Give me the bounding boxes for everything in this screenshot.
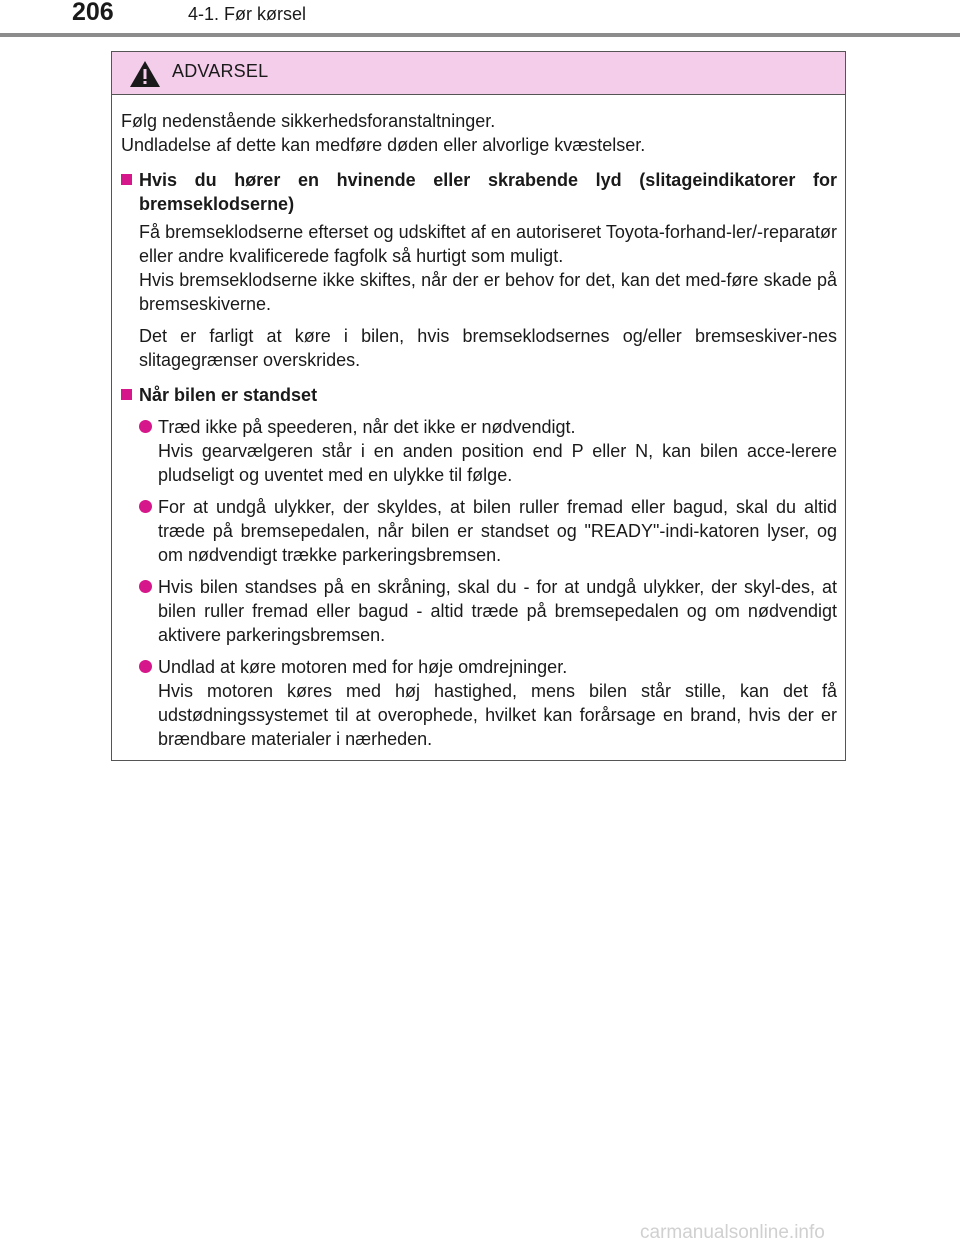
section-heading-text: Hvis du hører en hvinende eller skrabende lyd (slitageindikatorer for bremseklodserne) (139, 170, 837, 214)
warning-triangle-icon (128, 59, 162, 89)
header-divider (0, 33, 960, 37)
square-bullet-icon (121, 174, 132, 185)
section-heading (121, 383, 837, 407)
bullet-line: For at undgå ulykker, der skyldes, at bilen ruller fremad eller bagud, skal du altid træde på bremsepedalen, når bilen er standset og "READY"-indi-katoren lyser, og om nødvendigt trække parkeringsbremsen. (158, 497, 837, 565)
round-bullet-icon (139, 580, 152, 593)
bullet-item (139, 495, 837, 567)
section-brake-pads (121, 168, 837, 372)
intro-line-2: Undladelse af dette kan medføre døden eller alvorlige kvæstelser. (121, 135, 646, 155)
section-standing-still (121, 383, 837, 751)
section-heading (121, 168, 837, 216)
warning-box (111, 51, 846, 761)
bullet-item (139, 575, 837, 647)
section-label: 4-1. Før kørsel (188, 4, 307, 24)
round-bullet-icon (139, 500, 152, 513)
round-bullet-icon (139, 420, 152, 433)
bullet-line: Hvis motoren køres med høj hastighed, mens bilen står stille, kan det få udstødningssystemet til at overophede, hvilket kan forårsage en brand, hvis der er brændbare materialer i nærheden. (158, 681, 837, 749)
bullet-item (139, 655, 837, 751)
bullet-item (139, 415, 837, 487)
bullet-line: Hvis bilen standses på en skråning, skal du - for at undgå ulykker, der skyl-des, at bilen ruller fremad eller bagud - altid træde på bremsepedalen og om nødvendigt aktivere parkeringsbremsen. (158, 577, 837, 645)
warning-intro (121, 109, 837, 157)
section-paragraph (139, 220, 837, 316)
warning-body (112, 95, 845, 751)
square-bullet-icon (121, 389, 132, 400)
watermark: carmanualsonline.info (640, 1222, 825, 1243)
intro-line-1: Følg nedenstående sikkerhedsforanstaltninger. (121, 111, 496, 131)
page-number: 206 (72, 0, 114, 26)
paragraph-line: Få bremseklodserne efterset og udskiftet af en autoriseret Toyota-forhand-ler/-reparatør eller andre kvalificerede fagfolk så hurtigt som muligt. (139, 222, 837, 266)
warning-title: ADVARSEL (172, 61, 269, 81)
bullet-line: Undlad at køre motoren med for høje omdrejninger. (158, 657, 568, 677)
page-header (0, 0, 960, 40)
section-paragraph: Det er farligt at køre i bilen, hvis bremseklodsernes og/eller bremseskiver-nes slitagegrænser overskrides. (139, 326, 837, 370)
warning-header (112, 52, 845, 95)
section-heading-text: Når bilen er standset (139, 385, 318, 405)
bullet-line: Hvis gearvælgeren står i en anden position end P eller N, kan bilen acce-lerere pludseligt og uventet med en ulykke til følge. (158, 441, 837, 485)
bullet-line: Træd ikke på speederen, når det ikke er nødvendigt. (158, 417, 576, 437)
round-bullet-icon (139, 660, 152, 673)
paragraph-line: Hvis bremseklodserne ikke skiftes, når der er behov for det, kan det med-føre skade på bremseskiverne. (139, 270, 837, 314)
